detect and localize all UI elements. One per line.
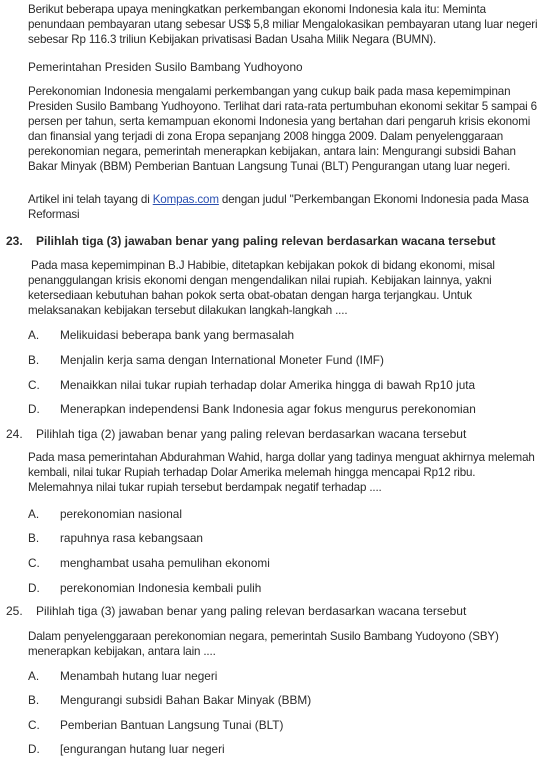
- option-text: Menaikkan nilai tukar rupiah terhadap dolar Amerika hingga di bawah Rp10 juta: [60, 378, 476, 392]
- question-24-stem: Pada masa pemerintahan Abdurahman Wahid, harga dollar yang tadinya menguat akhirnya melemah kembali, nilai tukar Rupiah terhadap Dolar Amerika melemah hingga mencapai Rp12 ribu. Melemahnya nilai tukar rupiah tersebut berdampak negatif terhadap ....: [28, 451, 535, 494]
- source-attribution: [28, 192, 538, 222]
- option-letter: A.: [28, 328, 40, 342]
- option-letter: B.: [28, 353, 40, 367]
- option-text: Mengurangi subsidi Bahan Bakar Minyak (BBM): [60, 693, 312, 707]
- option-letter: A.: [28, 507, 40, 521]
- question-25-stem: Dalam penyelenggaraan perekonomian negara, pemerintah Susilo Bambang Yudoyono (SBY) menerapkan kebijakan, antara lain ....: [28, 630, 499, 658]
- option-text: perekonomian nasional: [60, 507, 182, 521]
- question-23-option-b[interactable]: [28, 353, 538, 368]
- option-text: Menambah hutang luar negeri: [60, 669, 218, 683]
- option-text: rapuhnya rasa kebangsaan: [60, 531, 203, 545]
- question-24-option-a[interactable]: [28, 507, 538, 522]
- question-24-instruction: [6, 427, 546, 442]
- option-letter: D.: [28, 581, 40, 595]
- question-text: Pilihlah tiga (2) jawaban benar yang paling relevan berdasarkan wacana tersebut: [36, 427, 467, 441]
- question-25-option-c[interactable]: [28, 718, 538, 733]
- option-letter: B.: [28, 693, 40, 707]
- question-23-option-a[interactable]: [28, 328, 538, 343]
- question-24-option-b[interactable]: [28, 531, 538, 546]
- option-letter: D.: [28, 402, 40, 416]
- option-text: Menerapkan independensi Bank Indonesia agar fokus mengurus perekonomian: [60, 402, 476, 416]
- question-23-instruction: [6, 234, 546, 249]
- question-23-stem: Pada masa kepemimpinan B.J Habibie, ditetapkan kebijakan pokok di bidang ekonomi, misal penanggulangan krisis ekonomi dengan mengendalikan nilai rupiah. Kebijakan lainnya, yakni ketersediaan kebutuhan bahan pokok serta obat-obatan dengan harga terjangkau. Untuk melaksanakan kebijakan tersebut dilakukan langkah-langkah ....: [28, 259, 495, 317]
- option-text: perekonomian Indonesia kembali pulih: [60, 581, 262, 595]
- section-heading: Pemerintahan Presiden Susilo Bambang Yudhoyono: [28, 60, 303, 74]
- option-text: Pemberian Bantuan Langsung Tunai (BLT): [60, 718, 284, 732]
- source-prefix: Artikel ini telah tayang di: [28, 193, 153, 206]
- option-text: Menjalin kerja sama dengan International Moneter Fund (IMF): [60, 353, 384, 367]
- question-25-instruction: [6, 604, 546, 619]
- question-25-option-a[interactable]: [28, 669, 538, 684]
- option-text: Melikuidasi beberapa bank yang bermasalah: [60, 328, 295, 342]
- option-letter: C.: [28, 718, 40, 732]
- option-letter: D.: [28, 742, 40, 756]
- question-23-option-d[interactable]: [28, 402, 538, 417]
- option-letter: C.: [28, 556, 40, 570]
- option-letter: A.: [28, 669, 40, 683]
- question-23-option-c[interactable]: [28, 378, 538, 393]
- source-suffix: dengan judul "Perkembangan Ekonomi Indonesia pada Masa Reformasi: [28, 193, 529, 221]
- option-letter: B.: [28, 531, 40, 545]
- question-number: 23.: [6, 234, 23, 248]
- option-text: menghambat usaha pemulihan ekonomi: [60, 556, 270, 570]
- question-25-option-d[interactable]: [28, 742, 538, 757]
- option-text: [engurangan hutang luar negeri: [60, 742, 225, 756]
- section-paragraph: Perekonomian Indonesia mengalami perkembangan yang cukup baik pada masa kepemimpinan Presiden Susilo Bambang Yudhoyono. Terlihat dari rata-rata pertumbuhan ekonomi sekitar 5 sampai 6 persen per tahun, serta kemampuan ekonomi Indonesia yang bertahan dari pengaruh krisis ekonomi dan finansial yang terjadi di zona Eropa sepanjang 2008 hingga 2009. Dalam penyelenggaraan perekonomian negara, pemerintah menerapkan kebijakan, antara lain: Mengurangi subsidi Bahan Bakar Minyak (BBM) Pemberian Bantuan Langsung Tunai (BLT) Pengurangan utang luar negeri.: [28, 85, 537, 173]
- question-number: 25.: [6, 604, 23, 618]
- intro-paragraph: Berikut beberapa upaya meningkatkan perkembangan ekonomi Indonesia kala itu: Meminta penundaan pembayaran utang sebesar US$ 5,8 miliar Mengalokasikan pembayaran utang luar negeri sebesar Rp 116.3 triliun Kebijakan privatisasi Badan Usaha Milik Negara (BUMN).: [28, 3, 538, 46]
- option-letter: C.: [28, 378, 40, 392]
- source-link[interactable]: Kompas.com: [152, 193, 219, 206]
- question-25-option-b[interactable]: [28, 693, 538, 708]
- question-text: Pilihlah tiga (3) jawaban benar yang paling relevan berdasarkan wacana tersebut: [36, 604, 467, 618]
- question-text: Pilihlah tiga (3) jawaban benar yang paling relevan berdasarkan wacana tersebut: [36, 234, 496, 248]
- question-number: 24.: [6, 427, 23, 441]
- question-24-option-c[interactable]: [28, 556, 538, 571]
- question-24-option-d[interactable]: [28, 581, 538, 596]
